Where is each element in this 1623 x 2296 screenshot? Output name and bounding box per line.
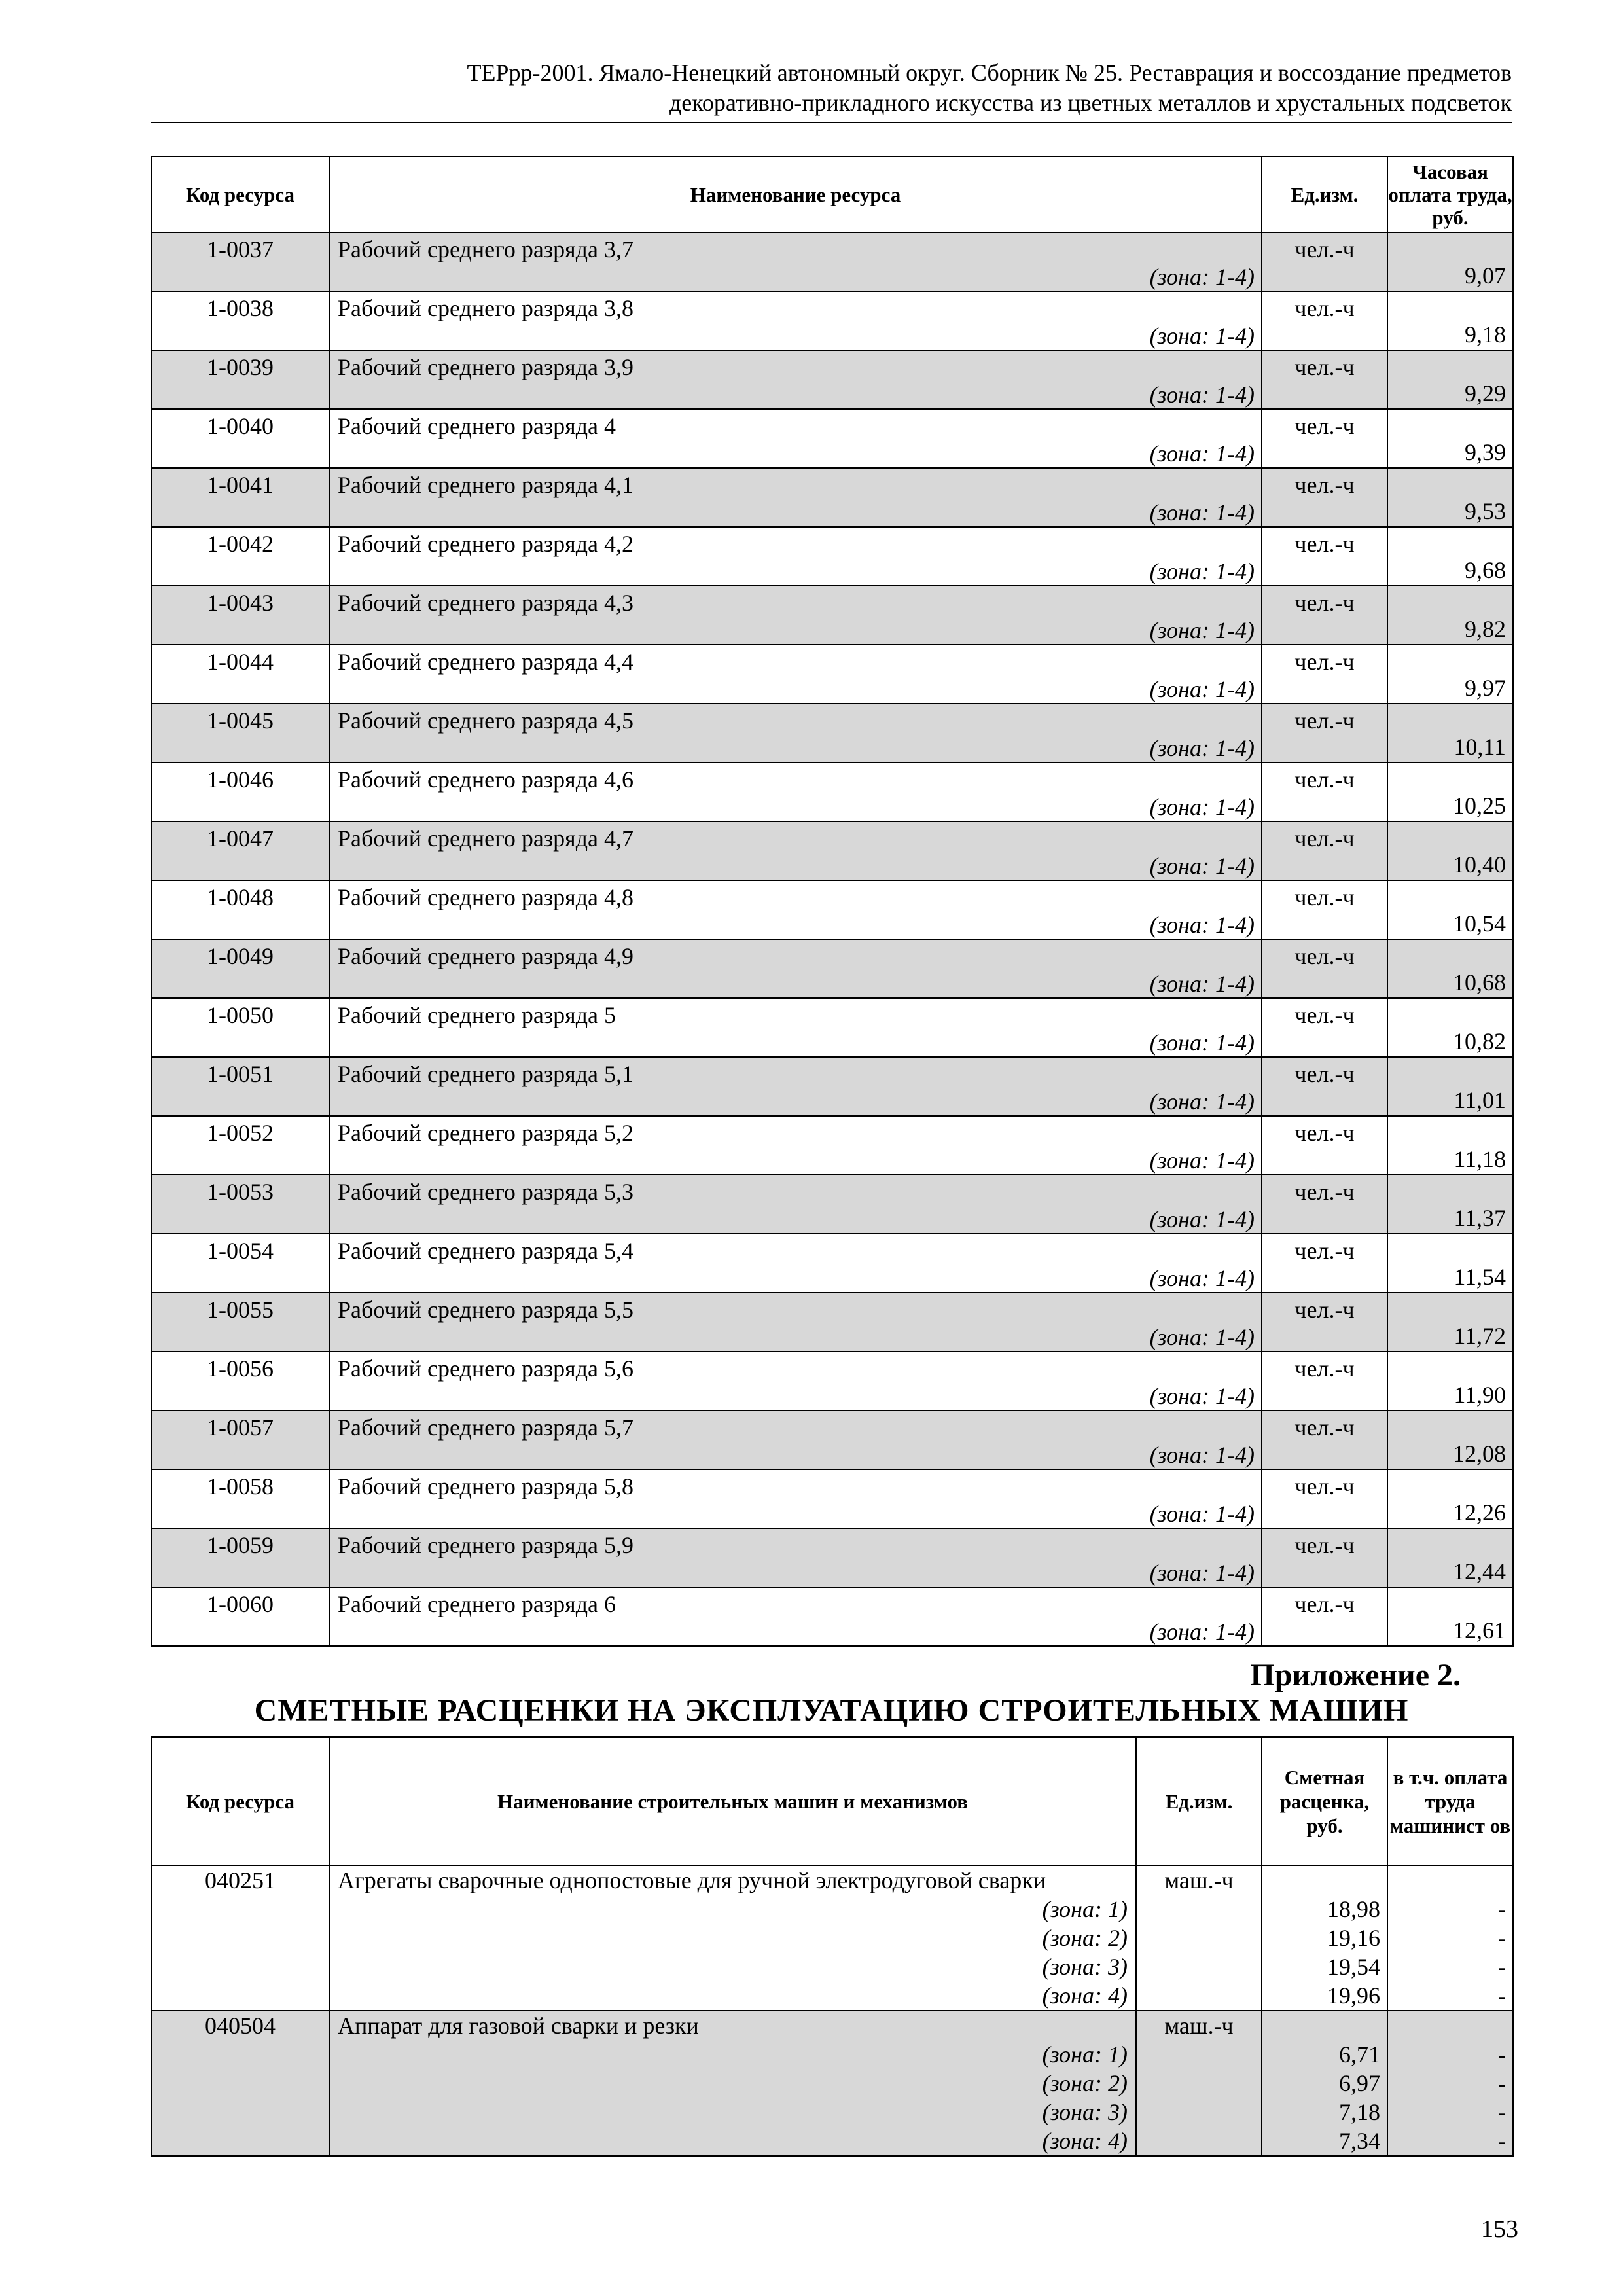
resource-name: Рабочий среднего разряда 4,6 bbox=[338, 766, 633, 793]
zone-label: (зона: 1-4) bbox=[1149, 1265, 1255, 1291]
resource-name-cell bbox=[329, 939, 1262, 998]
unit-of-measure: чел.-ч bbox=[1262, 586, 1387, 645]
price-cell bbox=[1262, 2011, 1387, 2156]
resource-code: 1-0056 bbox=[151, 1352, 329, 1410]
resource-name-cell bbox=[329, 704, 1262, 762]
unit-of-measure: чел.-ч bbox=[1262, 409, 1387, 468]
table-row bbox=[151, 645, 1513, 704]
unit-of-measure: маш.-ч bbox=[1136, 1865, 1262, 2011]
table-row bbox=[151, 1528, 1513, 1587]
resource-code: 1-0051 bbox=[151, 1057, 329, 1116]
machine-name: Агрегаты сварочные однопостовые для ручной электродуговой сварки bbox=[338, 1867, 1046, 1893]
appendix-number: Приложение 2. bbox=[1250, 1658, 1461, 1693]
zone-label: (зона: 2) bbox=[1042, 2070, 1128, 2096]
zone-label: (зона: 4) bbox=[1042, 1982, 1128, 2009]
resource-name-cell bbox=[329, 468, 1262, 527]
running-header-line-2: декоративно-прикладного искусства из цветных металлов и хрустальных подсветок bbox=[669, 90, 1512, 116]
zone-label: (зона: 1-4) bbox=[1149, 1030, 1255, 1056]
resource-name: Рабочий среднего разряда 5,3 bbox=[338, 1179, 633, 1205]
resource-code: 1-0060 bbox=[151, 1587, 329, 1646]
table-row bbox=[151, 350, 1513, 409]
unit-of-measure: чел.-ч bbox=[1262, 1352, 1387, 1410]
unit-of-measure: чел.-ч bbox=[1262, 645, 1387, 704]
resource-name: Рабочий среднего разряда 4,3 bbox=[338, 590, 633, 616]
machine-rates-table bbox=[151, 1736, 1514, 2157]
unit-of-measure: чел.-ч bbox=[1262, 704, 1387, 762]
zone-label: (зона: 1-4) bbox=[1149, 440, 1255, 467]
hourly-rate: 11,72 bbox=[1387, 1293, 1513, 1352]
table-row bbox=[151, 821, 1513, 880]
machine-rates-body bbox=[151, 1865, 1513, 2156]
unit-of-measure: чел.-ч bbox=[1262, 527, 1387, 586]
resource-name: Рабочий среднего разряда 5,7 bbox=[338, 1414, 633, 1441]
resource-code: 1-0044 bbox=[151, 645, 329, 704]
table-row bbox=[151, 998, 1513, 1057]
zone-label: (зона: 1-4) bbox=[1149, 676, 1255, 702]
spacer bbox=[1388, 2011, 1506, 2040]
zone-labor: - bbox=[1498, 2041, 1506, 2068]
hourly-rate: 11,18 bbox=[1387, 1116, 1513, 1175]
unit-of-measure: маш.-ч bbox=[1136, 2011, 1262, 2156]
resource-code: 1-0055 bbox=[151, 1293, 329, 1352]
resource-code: 1-0037 bbox=[151, 232, 329, 291]
machine-name: Аппарат для газовой сварки и резки bbox=[338, 2013, 699, 2039]
hourly-rate: 9,39 bbox=[1387, 409, 1513, 468]
hourly-rate: 9,07 bbox=[1387, 232, 1513, 291]
resource-name-cell bbox=[329, 1234, 1262, 1293]
zone-label: (зона: 1-4) bbox=[1149, 853, 1255, 879]
table-row bbox=[151, 880, 1513, 939]
resource-name: Рабочий среднего разряда 4,4 bbox=[338, 649, 633, 675]
table-row bbox=[151, 527, 1513, 586]
unit-of-measure: чел.-ч bbox=[1262, 468, 1387, 527]
table-row bbox=[151, 1865, 1513, 2011]
table-row bbox=[151, 762, 1513, 821]
zone-label: (зона: 1-4) bbox=[1149, 558, 1255, 584]
unit-of-measure: чел.-ч bbox=[1262, 1116, 1387, 1175]
table-header-row bbox=[151, 156, 1513, 232]
resource-code: 1-0052 bbox=[151, 1116, 329, 1175]
hourly-rate: 12,61 bbox=[1387, 1587, 1513, 1646]
hourly-rate: 10,82 bbox=[1387, 998, 1513, 1057]
table-row bbox=[151, 1234, 1513, 1293]
resource-code: 1-0046 bbox=[151, 762, 329, 821]
resource-code: 1-0059 bbox=[151, 1528, 329, 1587]
spacer bbox=[1388, 1866, 1506, 1895]
zone-labor: - bbox=[1498, 1896, 1506, 1922]
table-row bbox=[151, 232, 1513, 291]
zone-label: (зона: 3) bbox=[1042, 2099, 1128, 2125]
resource-name-cell bbox=[329, 1587, 1262, 1646]
column-header-code: Код ресурса bbox=[151, 156, 329, 232]
resource-name-cell bbox=[329, 1469, 1262, 1528]
hourly-rate: 10,11 bbox=[1387, 704, 1513, 762]
resource-code: 1-0043 bbox=[151, 586, 329, 645]
column-header-price: Сметная расценка, руб. bbox=[1262, 1737, 1387, 1865]
table-row bbox=[151, 1175, 1513, 1234]
unit-of-measure: чел.-ч bbox=[1262, 232, 1387, 291]
zone-label: (зона: 4) bbox=[1042, 2128, 1128, 2154]
resource-name-cell bbox=[329, 291, 1262, 350]
running-header bbox=[151, 58, 1512, 123]
resource-code: 1-0045 bbox=[151, 704, 329, 762]
zone-label: (зона: 1-4) bbox=[1149, 1147, 1255, 1174]
unit-of-measure: чел.-ч bbox=[1262, 1175, 1387, 1234]
resource-code: 1-0049 bbox=[151, 939, 329, 998]
unit-of-measure: чел.-ч bbox=[1262, 1234, 1387, 1293]
table-row bbox=[151, 1587, 1513, 1646]
zone-label: (зона: 1) bbox=[1042, 2041, 1128, 2068]
resource-name: Рабочий среднего разряда 5,2 bbox=[338, 1120, 633, 1146]
unit-of-measure: чел.-ч bbox=[1262, 762, 1387, 821]
table-row bbox=[151, 1293, 1513, 1352]
hourly-rate: 11,54 bbox=[1387, 1234, 1513, 1293]
zone-label: (зона: 1-4) bbox=[1149, 971, 1255, 997]
zone-label: (зона: 1-4) bbox=[1149, 1619, 1255, 1645]
resource-name: Рабочий среднего разряда 5,8 bbox=[338, 1473, 633, 1499]
column-header-machine-name: Наименование строительных машин и механизмов bbox=[329, 1737, 1136, 1865]
appendix-title: СМЕТНЫЕ РАСЦЕНКИ НА ЭКСПЛУАТАЦИЮ СТРОИТЕЛЬНЫХ МАШИН bbox=[254, 1693, 1409, 1728]
column-header-hourly-rate: Часовая оплата труда, руб. bbox=[1387, 156, 1513, 232]
hourly-rate: 11,90 bbox=[1387, 1352, 1513, 1410]
zone-label: (зона: 1-4) bbox=[1149, 735, 1255, 761]
table-row bbox=[151, 1410, 1513, 1469]
hourly-rate: 10,25 bbox=[1387, 762, 1513, 821]
zone-label: (зона: 1-4) bbox=[1149, 1383, 1255, 1409]
hourly-rate: 9,53 bbox=[1387, 468, 1513, 527]
page-number: 153 bbox=[1481, 2215, 1518, 2243]
resource-name-cell bbox=[329, 645, 1262, 704]
zone-label: (зона: 1-4) bbox=[1149, 1501, 1255, 1527]
column-header-code: Код ресурса bbox=[151, 1737, 329, 1865]
table-row bbox=[151, 2011, 1513, 2156]
zone-labor: - bbox=[1498, 2099, 1506, 2125]
zone-label: (зона: 1-4) bbox=[1149, 264, 1255, 290]
resource-name-cell bbox=[329, 586, 1262, 645]
machine-name-cell bbox=[329, 2011, 1136, 2156]
resource-name-cell bbox=[329, 232, 1262, 291]
zone-labor: - bbox=[1498, 2128, 1506, 2154]
table-row bbox=[151, 1469, 1513, 1528]
resource-name: Рабочий среднего разряда 5 bbox=[338, 1002, 616, 1028]
hourly-rate: 9,97 bbox=[1387, 645, 1513, 704]
unit-of-measure: чел.-ч bbox=[1262, 821, 1387, 880]
resource-name-cell bbox=[329, 1410, 1262, 1469]
hourly-rate: 9,29 bbox=[1387, 350, 1513, 409]
column-header-name: Наименование ресурса bbox=[329, 156, 1262, 232]
unit-of-measure: чел.-ч bbox=[1262, 1528, 1387, 1587]
resource-name-cell bbox=[329, 880, 1262, 939]
resource-name: Рабочий среднего разряда 5,6 bbox=[338, 1355, 633, 1382]
resource-name: Рабочий среднего разряда 5,5 bbox=[338, 1297, 633, 1323]
resource-name-cell bbox=[329, 1528, 1262, 1587]
labor-rates-body bbox=[151, 232, 1513, 1646]
hourly-rate: 10,68 bbox=[1387, 939, 1513, 998]
zone-label: (зона: 2) bbox=[1042, 1925, 1128, 1951]
resource-name: Рабочий среднего разряда 5,4 bbox=[338, 1238, 633, 1264]
resource-code: 1-0058 bbox=[151, 1469, 329, 1528]
hourly-rate: 9,18 bbox=[1387, 291, 1513, 350]
table-header-row bbox=[151, 1737, 1513, 1865]
unit-of-measure: чел.-ч bbox=[1262, 350, 1387, 409]
unit-of-measure: чел.-ч bbox=[1262, 1293, 1387, 1352]
hourly-rate: 10,54 bbox=[1387, 880, 1513, 939]
zone-labor: - bbox=[1498, 2070, 1506, 2096]
hourly-rate: 12,08 bbox=[1387, 1410, 1513, 1469]
spacer bbox=[1262, 2011, 1380, 2040]
resource-code: 1-0053 bbox=[151, 1175, 329, 1234]
hourly-rate: 9,82 bbox=[1387, 586, 1513, 645]
resource-name: Рабочий среднего разряда 4 bbox=[338, 413, 616, 439]
unit-of-measure: чел.-ч bbox=[1262, 1057, 1387, 1116]
resource-name: Рабочий среднего разряда 4,8 bbox=[338, 884, 633, 910]
hourly-rate: 12,26 bbox=[1387, 1469, 1513, 1528]
resource-name-cell bbox=[329, 821, 1262, 880]
zone-price: 6,71 bbox=[1339, 2041, 1380, 2068]
resource-name: Рабочий среднего разряда 3,8 bbox=[338, 295, 633, 321]
running-header-line-1: ТЕРрр-2001. Ямало-Ненецкий автономный округ. Сборник № 25. Реставрация и воссоздание предметов bbox=[467, 60, 1512, 86]
table-row bbox=[151, 409, 1513, 468]
resource-name: Рабочий среднего разряда 4,9 bbox=[338, 943, 633, 969]
zone-price: 7,18 bbox=[1339, 2099, 1380, 2125]
zone-price: 7,34 bbox=[1339, 2128, 1380, 2154]
column-header-labor-share: в т.ч. оплата труда машинист ов bbox=[1387, 1737, 1513, 1865]
column-header-unit: Ед.изм. bbox=[1262, 156, 1387, 232]
zone-labor: - bbox=[1498, 1925, 1506, 1951]
table-row bbox=[151, 704, 1513, 762]
machine-code: 040251 bbox=[151, 1865, 329, 2011]
table-row bbox=[151, 1116, 1513, 1175]
unit-of-measure: чел.-ч bbox=[1262, 1469, 1387, 1528]
unit-of-measure: чел.-ч bbox=[1262, 1410, 1387, 1469]
zone-label: (зона: 1-4) bbox=[1149, 323, 1255, 349]
zone-label: (зона: 1-4) bbox=[1149, 1324, 1255, 1350]
resource-code: 1-0039 bbox=[151, 350, 329, 409]
resource-name: Рабочий среднего разряда 5,1 bbox=[338, 1061, 633, 1087]
unit-of-measure: чел.-ч bbox=[1262, 998, 1387, 1057]
table-row bbox=[151, 291, 1513, 350]
resource-name-cell bbox=[329, 1116, 1262, 1175]
resource-name-cell bbox=[329, 1057, 1262, 1116]
zone-label: (зона: 1-4) bbox=[1149, 794, 1255, 820]
resource-code: 1-0054 bbox=[151, 1234, 329, 1293]
zone-label: (зона: 1-4) bbox=[1149, 1442, 1255, 1468]
zone-label: (зона: 1-4) bbox=[1149, 499, 1255, 526]
unit-of-measure: чел.-ч bbox=[1262, 1587, 1387, 1646]
resource-name: Рабочий среднего разряда 4,5 bbox=[338, 708, 633, 734]
machine-name-cell bbox=[329, 1865, 1136, 2011]
zone-labor: - bbox=[1498, 1954, 1506, 1980]
zone-price: 6,97 bbox=[1339, 2070, 1380, 2096]
hourly-rate: 9,68 bbox=[1387, 527, 1513, 586]
resource-name-cell bbox=[329, 527, 1262, 586]
zone-price: 19,16 bbox=[1327, 1925, 1380, 1951]
resource-name: Рабочий среднего разряда 3,9 bbox=[338, 354, 633, 380]
labor-rates-table bbox=[151, 156, 1514, 1647]
table-row bbox=[151, 468, 1513, 527]
unit-of-measure: чел.-ч bbox=[1262, 291, 1387, 350]
zone-label: (зона: 1-4) bbox=[1149, 1206, 1255, 1232]
resource-code: 1-0038 bbox=[151, 291, 329, 350]
zone-price: 18,98 bbox=[1327, 1896, 1380, 1922]
spacer bbox=[1262, 1866, 1380, 1895]
labor-cell bbox=[1387, 1865, 1513, 2011]
resource-code: 1-0047 bbox=[151, 821, 329, 880]
resource-name-cell bbox=[329, 350, 1262, 409]
table-row bbox=[151, 1057, 1513, 1116]
hourly-rate: 11,37 bbox=[1387, 1175, 1513, 1234]
resource-name: Рабочий среднего разряда 4,7 bbox=[338, 825, 633, 852]
resource-name: Рабочий среднего разряда 5,9 bbox=[338, 1532, 633, 1558]
zone-label: (зона: 3) bbox=[1042, 1954, 1128, 1980]
resource-code: 1-0040 bbox=[151, 409, 329, 468]
resource-name: Рабочий среднего разряда 4,2 bbox=[338, 531, 633, 557]
resource-name-cell bbox=[329, 1352, 1262, 1410]
resource-code: 1-0050 bbox=[151, 998, 329, 1057]
hourly-rate: 12,44 bbox=[1387, 1528, 1513, 1587]
column-header-unit: Ед.изм. bbox=[1136, 1737, 1262, 1865]
zone-label: (зона: 1-4) bbox=[1149, 382, 1255, 408]
unit-of-measure: чел.-ч bbox=[1262, 939, 1387, 998]
resource-name-cell bbox=[329, 1293, 1262, 1352]
zone-label: (зона: 1-4) bbox=[1149, 912, 1255, 938]
table-row bbox=[151, 939, 1513, 998]
hourly-rate: 10,40 bbox=[1387, 821, 1513, 880]
labor-cell bbox=[1387, 2011, 1513, 2156]
resource-name: Рабочий среднего разряда 6 bbox=[338, 1591, 616, 1617]
resource-name-cell bbox=[329, 998, 1262, 1057]
resource-code: 1-0048 bbox=[151, 880, 329, 939]
table-row bbox=[151, 586, 1513, 645]
resource-code: 1-0041 bbox=[151, 468, 329, 527]
zone-price: 19,96 bbox=[1327, 1982, 1380, 2009]
hourly-rate: 11,01 bbox=[1387, 1057, 1513, 1116]
resource-code: 1-0057 bbox=[151, 1410, 329, 1469]
table-row bbox=[151, 1352, 1513, 1410]
machine-code: 040504 bbox=[151, 2011, 329, 2156]
resource-code: 1-0042 bbox=[151, 527, 329, 586]
resource-name: Рабочий среднего разряда 4,1 bbox=[338, 472, 633, 498]
zone-label: (зона: 1-4) bbox=[1149, 617, 1255, 643]
zone-price: 19,54 bbox=[1327, 1954, 1380, 1980]
zone-label: (зона: 1-4) bbox=[1149, 1560, 1255, 1586]
unit-of-measure: чел.-ч bbox=[1262, 880, 1387, 939]
resource-name-cell bbox=[329, 1175, 1262, 1234]
resource-name-cell bbox=[329, 409, 1262, 468]
zone-label: (зона: 1-4) bbox=[1149, 1088, 1255, 1115]
price-cell bbox=[1262, 1865, 1387, 2011]
resource-name-cell bbox=[329, 762, 1262, 821]
zone-label: (зона: 1) bbox=[1042, 1896, 1128, 1922]
resource-name: Рабочий среднего разряда 3,7 bbox=[338, 236, 633, 262]
zone-labor: - bbox=[1498, 1982, 1506, 2009]
